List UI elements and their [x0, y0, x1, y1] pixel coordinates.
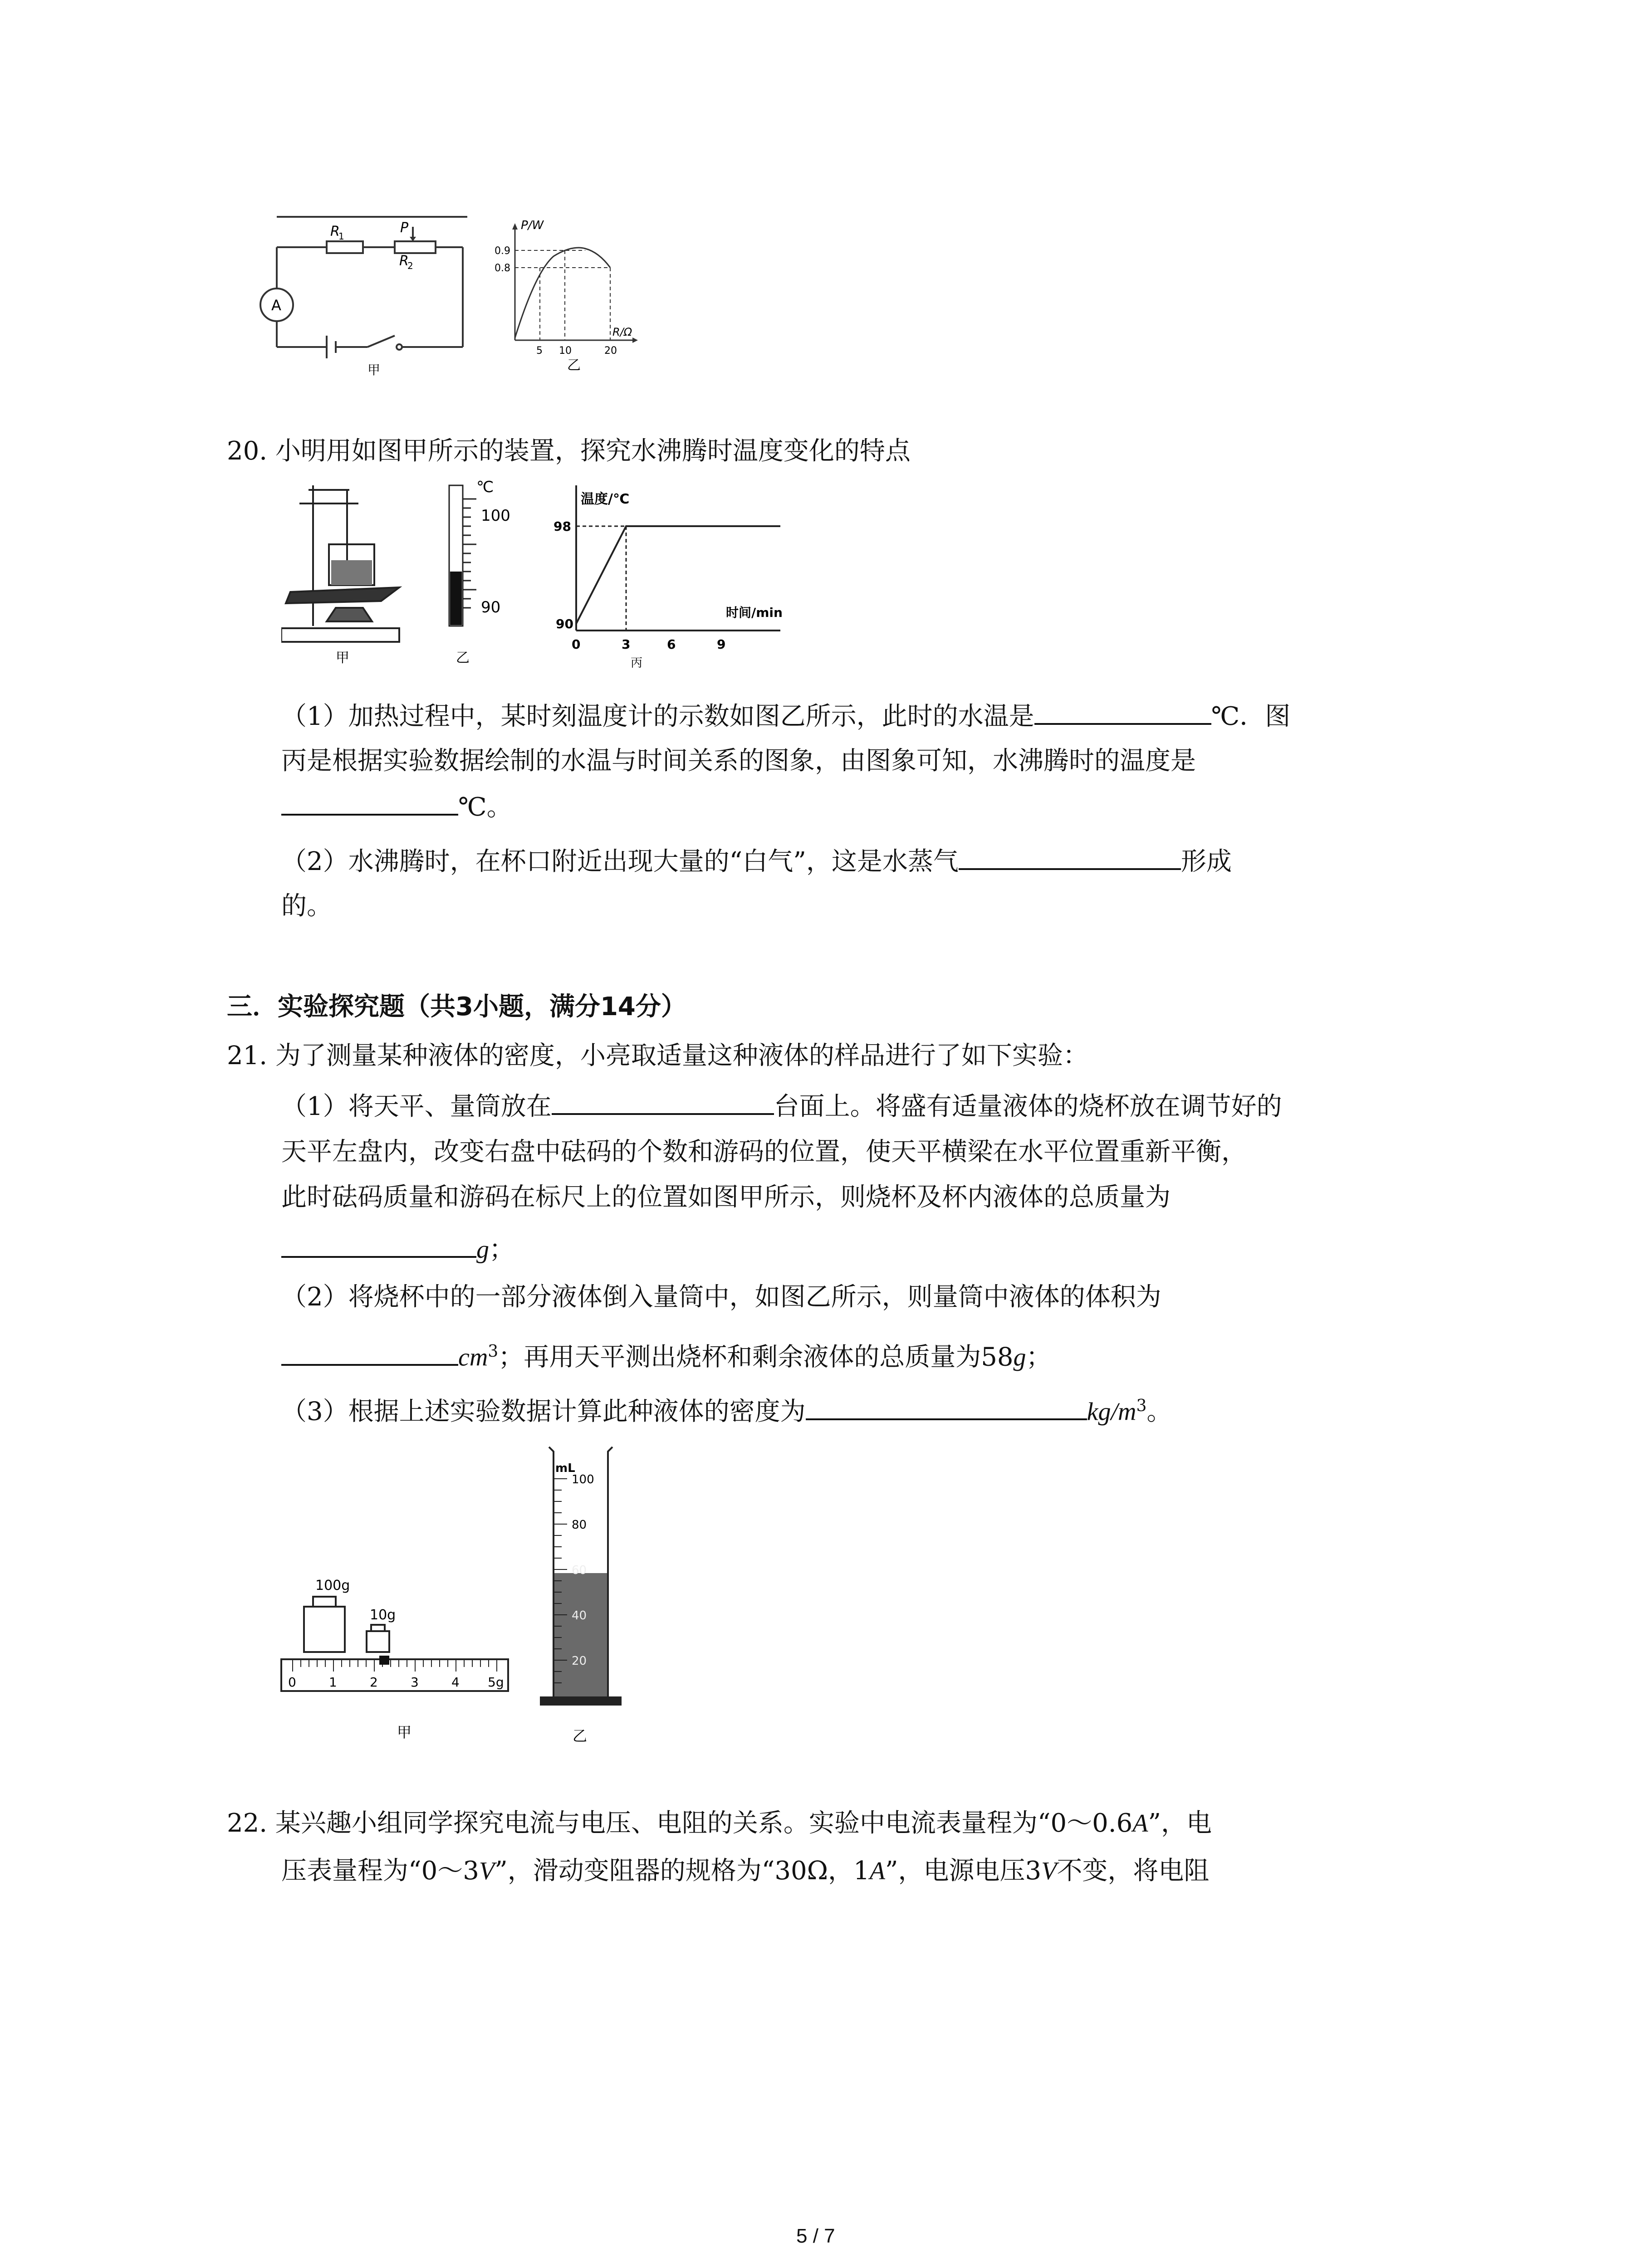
q21-part1-line1: （1）将天平、量筒放在 台面上。将盛有适量液体的烧杯放在调节好的: [281, 1089, 1282, 1125]
tick-x2: 10: [559, 345, 572, 357]
q19-circuit-and-graph: [254, 200, 662, 381]
weight-10g: [367, 1625, 389, 1652]
circuit-diagram: [260, 217, 467, 358]
section-title: 三．实验探究题（共3小题，满分14分）: [227, 992, 686, 1022]
cylinder-100: 100: [572, 1473, 594, 1486]
graph-ylabel: 温度/℃: [581, 491, 630, 507]
q20-part1-line2: 丙是根据实验数据绘制的水温与时间关系的图象，由图象可知，水沸腾时的温度是: [281, 746, 1196, 776]
cylinder-caption: 乙: [573, 1727, 588, 1745]
thermometer-100: 100: [481, 507, 510, 525]
q20-part1-line3: ℃。: [281, 789, 512, 826]
balance-caption: 甲: [397, 1724, 412, 1741]
r1-label: R: [330, 224, 340, 240]
scale-1: 1: [329, 1675, 337, 1690]
question-text: 为了测量某种液体的密度，小亮取适量这种液体的样品进行了如下实验：: [275, 1041, 1088, 1070]
circuit-caption: 甲: [367, 362, 381, 377]
q20-part2-line1: （2）水沸腾时，在杯口附近出现大量的“白气”，这是水蒸气 形成: [281, 844, 1232, 880]
answer-blank-boiling-temp[interactable]: [281, 789, 458, 816]
page-number: 5 / 7: [796, 2225, 835, 2247]
tick-x1: 5: [536, 345, 543, 357]
r2-label: R: [399, 253, 409, 269]
resistor-r2: [395, 241, 436, 253]
graph-y90: 90: [556, 616, 573, 631]
thermometer: [449, 485, 476, 626]
answer-blank-volume[interactable]: [281, 1339, 458, 1366]
question-number: 20.: [227, 436, 268, 466]
q22-line2: 压表量程为“0～3V”，滑动变阻器的规格为“30Ω，1A”，电源电压3V不变，将电阻: [281, 1856, 1210, 1886]
apparatus-caption: 甲: [336, 650, 349, 666]
answer-blank-water-temp[interactable]: [1034, 699, 1211, 725]
q20-part1-line1: （1）加热过程中，某时刻温度计的示数如图乙所示，此时的水温是 ℃．图: [281, 699, 1290, 735]
resistor-r1: [327, 241, 363, 253]
rider: [379, 1656, 389, 1665]
q21-balance-and-cylinder: [272, 1438, 635, 1755]
answer-blank-density[interactable]: [806, 1394, 1087, 1420]
thermometer-caption: 乙: [456, 650, 470, 666]
tick-x6: 6: [667, 637, 676, 652]
question-number: 22.: [227, 1809, 268, 1838]
graph-xlabel: R/Ω: [612, 326, 632, 338]
answer-blank-phase-change[interactable]: [959, 844, 1181, 870]
graph-caption: 乙: [567, 357, 581, 373]
balance-scale-ruler: [281, 1656, 508, 1691]
tick-x9: 9: [717, 637, 726, 652]
tick-x3: 20: [604, 345, 617, 357]
q21-part2-line2: $cm^3$；再用天平测出烧杯和剩余液体的总质量为58g；: [281, 1334, 1051, 1376]
cylinder-unit: mL: [555, 1461, 575, 1475]
graph-y98: 98: [554, 519, 571, 534]
thermometer-unit: ℃: [476, 478, 494, 496]
cylinder-80: 80: [572, 1518, 587, 1532]
svg-text:2: 2: [407, 260, 413, 271]
q20-figure: [281, 472, 826, 671]
graph-caption: 丙: [631, 656, 643, 670]
q20-apparatus-thermometer-graph: [281, 472, 826, 671]
heating-apparatus: [281, 485, 399, 642]
weight-10g-label: 10g: [370, 1607, 396, 1623]
q21-part1-line3: 此时砝码质量和游码在标尺上的位置如图甲所示，则烧杯及杯内液体的总质量为: [281, 1183, 1171, 1212]
scale-4: 4: [451, 1675, 460, 1690]
q19-figure: [254, 200, 662, 381]
answer-blank-surface[interactable]: [552, 1089, 774, 1115]
cylinder-60: 60: [572, 1564, 587, 1577]
scale-2: 2: [370, 1675, 378, 1690]
thermometer-90: 90: [481, 598, 501, 616]
scale-3: 3: [411, 1675, 419, 1690]
ammeter-label: A: [271, 297, 281, 314]
question-text: 小明用如图甲所示的装置，探究水沸腾时温度变化的特点: [275, 436, 911, 466]
q21-part2-line1: （2）将烧杯中的一部分液体倒入量筒中，如图乙所示，则量筒中液体的体积为: [281, 1282, 1161, 1312]
p-label: P: [400, 220, 409, 236]
scale-5g: 5g: [488, 1675, 504, 1690]
cylinder-40: 40: [572, 1609, 587, 1623]
power-resistance-graph: [512, 223, 638, 343]
q21-part1-line4: g；: [281, 1232, 514, 1268]
q20-part2-line2: 的。: [281, 891, 332, 921]
svg-text:1: 1: [338, 231, 344, 242]
weight-100g: [304, 1597, 345, 1652]
weight-100g-label: 100g: [315, 1578, 350, 1593]
tick-y2: 0.8: [495, 263, 510, 274]
q21-part3-line1: （3）根据上述实验数据计算此种液体的密度为 $kg/m^3$。: [281, 1388, 1172, 1430]
q21-part1-line2: 天平左盘内，改变右盘中砝码的个数和游码的位置，使天平横梁在水平位置重新平衡，: [281, 1137, 1247, 1167]
graph-ylabel: P/W: [521, 219, 544, 232]
answer-blank-total-mass[interactable]: [281, 1232, 476, 1258]
scale-0: 0: [288, 1675, 296, 1690]
q21-stem: [227, 1038, 1088, 1074]
tick-x3: 3: [622, 637, 631, 652]
q21-figure: [272, 1438, 635, 1755]
question-number: 21.: [227, 1041, 268, 1070]
q22-line1: 22. 某兴趣小组同学探究电流与电压、电阻的关系。实验中电流表量程为“0～0.6A”，电: [227, 1809, 1212, 1838]
cylinder-20: 20: [572, 1654, 587, 1668]
tick-y1: 0.9: [495, 245, 510, 257]
tick-x0: 0: [572, 637, 581, 652]
power-curve: [515, 248, 610, 338]
q20-stem: [227, 433, 911, 469]
graph-xlabel: 时间/min: [726, 605, 783, 620]
